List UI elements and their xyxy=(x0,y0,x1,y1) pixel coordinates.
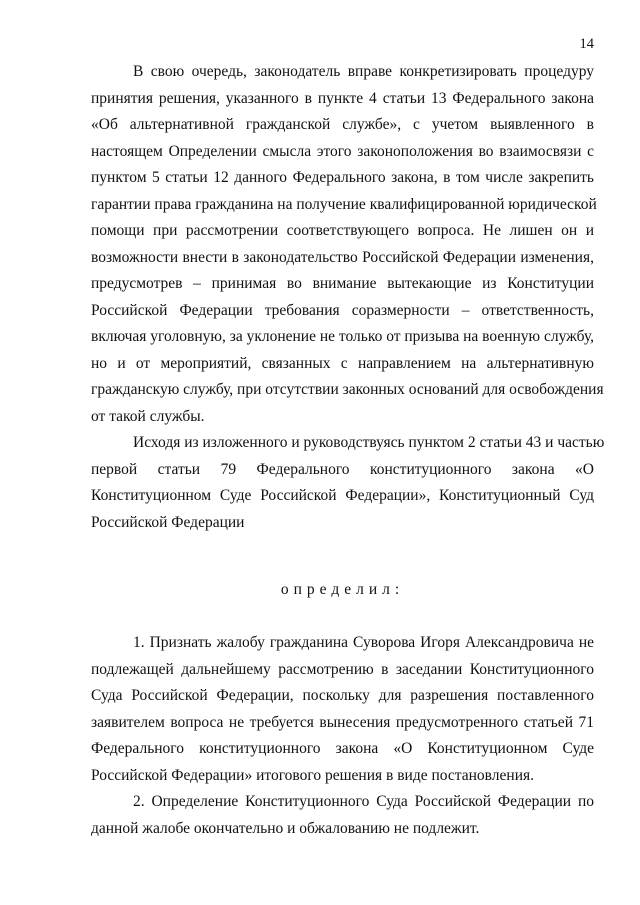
text-line: 1. Признать жалобу гражданина Суворова Игоря Александровича не xyxy=(133,634,594,651)
text-line: настоящем Определении смысла этого законоположения во взаимосвязи с xyxy=(91,142,594,160)
paragraph-resolution-item-1 xyxy=(91,630,594,789)
text-line: Конституционном Суде Российской Федерации», Конституционный Суд xyxy=(91,487,594,504)
text-line: возможности внести в законодательство Российской Федерации изменения, xyxy=(91,248,594,266)
text-line: заявителем вопроса не требуется вынесения предусмотренного статьей 71 xyxy=(91,713,594,731)
text-line: «Об альтернативной гражданской службе», с учетом выявленного в xyxy=(91,116,594,133)
text-line: включая уголовную, за уклонение не только от призыва на военную службу, xyxy=(91,328,595,345)
text-line: гражданскую службу, при отсутствии законных оснований для освобождения xyxy=(91,381,604,398)
text-line: подлежащей дальнейшему рассмотрению в заседании Конституционного xyxy=(91,660,594,678)
text-line: принятия решения, указанного в пункте 4 статьи 13 Федерального закона xyxy=(91,89,594,107)
page-number: 14 xyxy=(579,36,594,52)
text-line: от такой службы. xyxy=(91,407,205,425)
text-line: Исходя из изложенного и руководствуясь пунктом 2 статьи 43 и частью xyxy=(133,434,605,451)
text-line: Российской Федерации» итогового решения в виде постановления. xyxy=(91,766,534,784)
text-line: Российской Федерации требования соразмерности – ответственность, xyxy=(91,301,594,319)
text-line: предусмотрев – принимая во внимание вытекающие из Конституции xyxy=(91,275,594,292)
text-line: пунктом 5 статьи 12 данного Федерального закона, в том числе закрепить xyxy=(91,169,594,186)
text-line: но и от мероприятий, связанных с направлением на альтернативную xyxy=(91,354,594,372)
text-line: первой статьи 79 Федерального конституционного закона «О xyxy=(91,460,594,478)
text-line: гарантии права гражданина на получение квалифицированной юридической xyxy=(91,195,597,213)
paragraph-resolution-item-2 xyxy=(91,789,594,842)
text-line: В свою очередь, законодатель вправе конкретизировать процедуру xyxy=(133,63,594,80)
document-body xyxy=(91,59,605,842)
text-line: 2. Определение Конституционного Суда Российской Федерации по xyxy=(133,793,594,810)
resolution-heading: определил: xyxy=(280,581,405,598)
text-line: данной жалобе окончательно и обжалованию не подлежит. xyxy=(91,819,480,837)
text-line: Суда Российской Федерации, поскольку для разрешения поставленного xyxy=(91,687,594,704)
paragraph-grounds xyxy=(91,430,605,536)
text-line: Федерального конституционного закона «О Конституционном Суде xyxy=(91,740,594,757)
text-line: помощи при рассмотрении соответствующего вопроса. Не лишен он и xyxy=(91,222,594,239)
paragraph-legislator-procedure xyxy=(91,59,604,430)
text-line: Российской Федерации xyxy=(91,513,245,531)
